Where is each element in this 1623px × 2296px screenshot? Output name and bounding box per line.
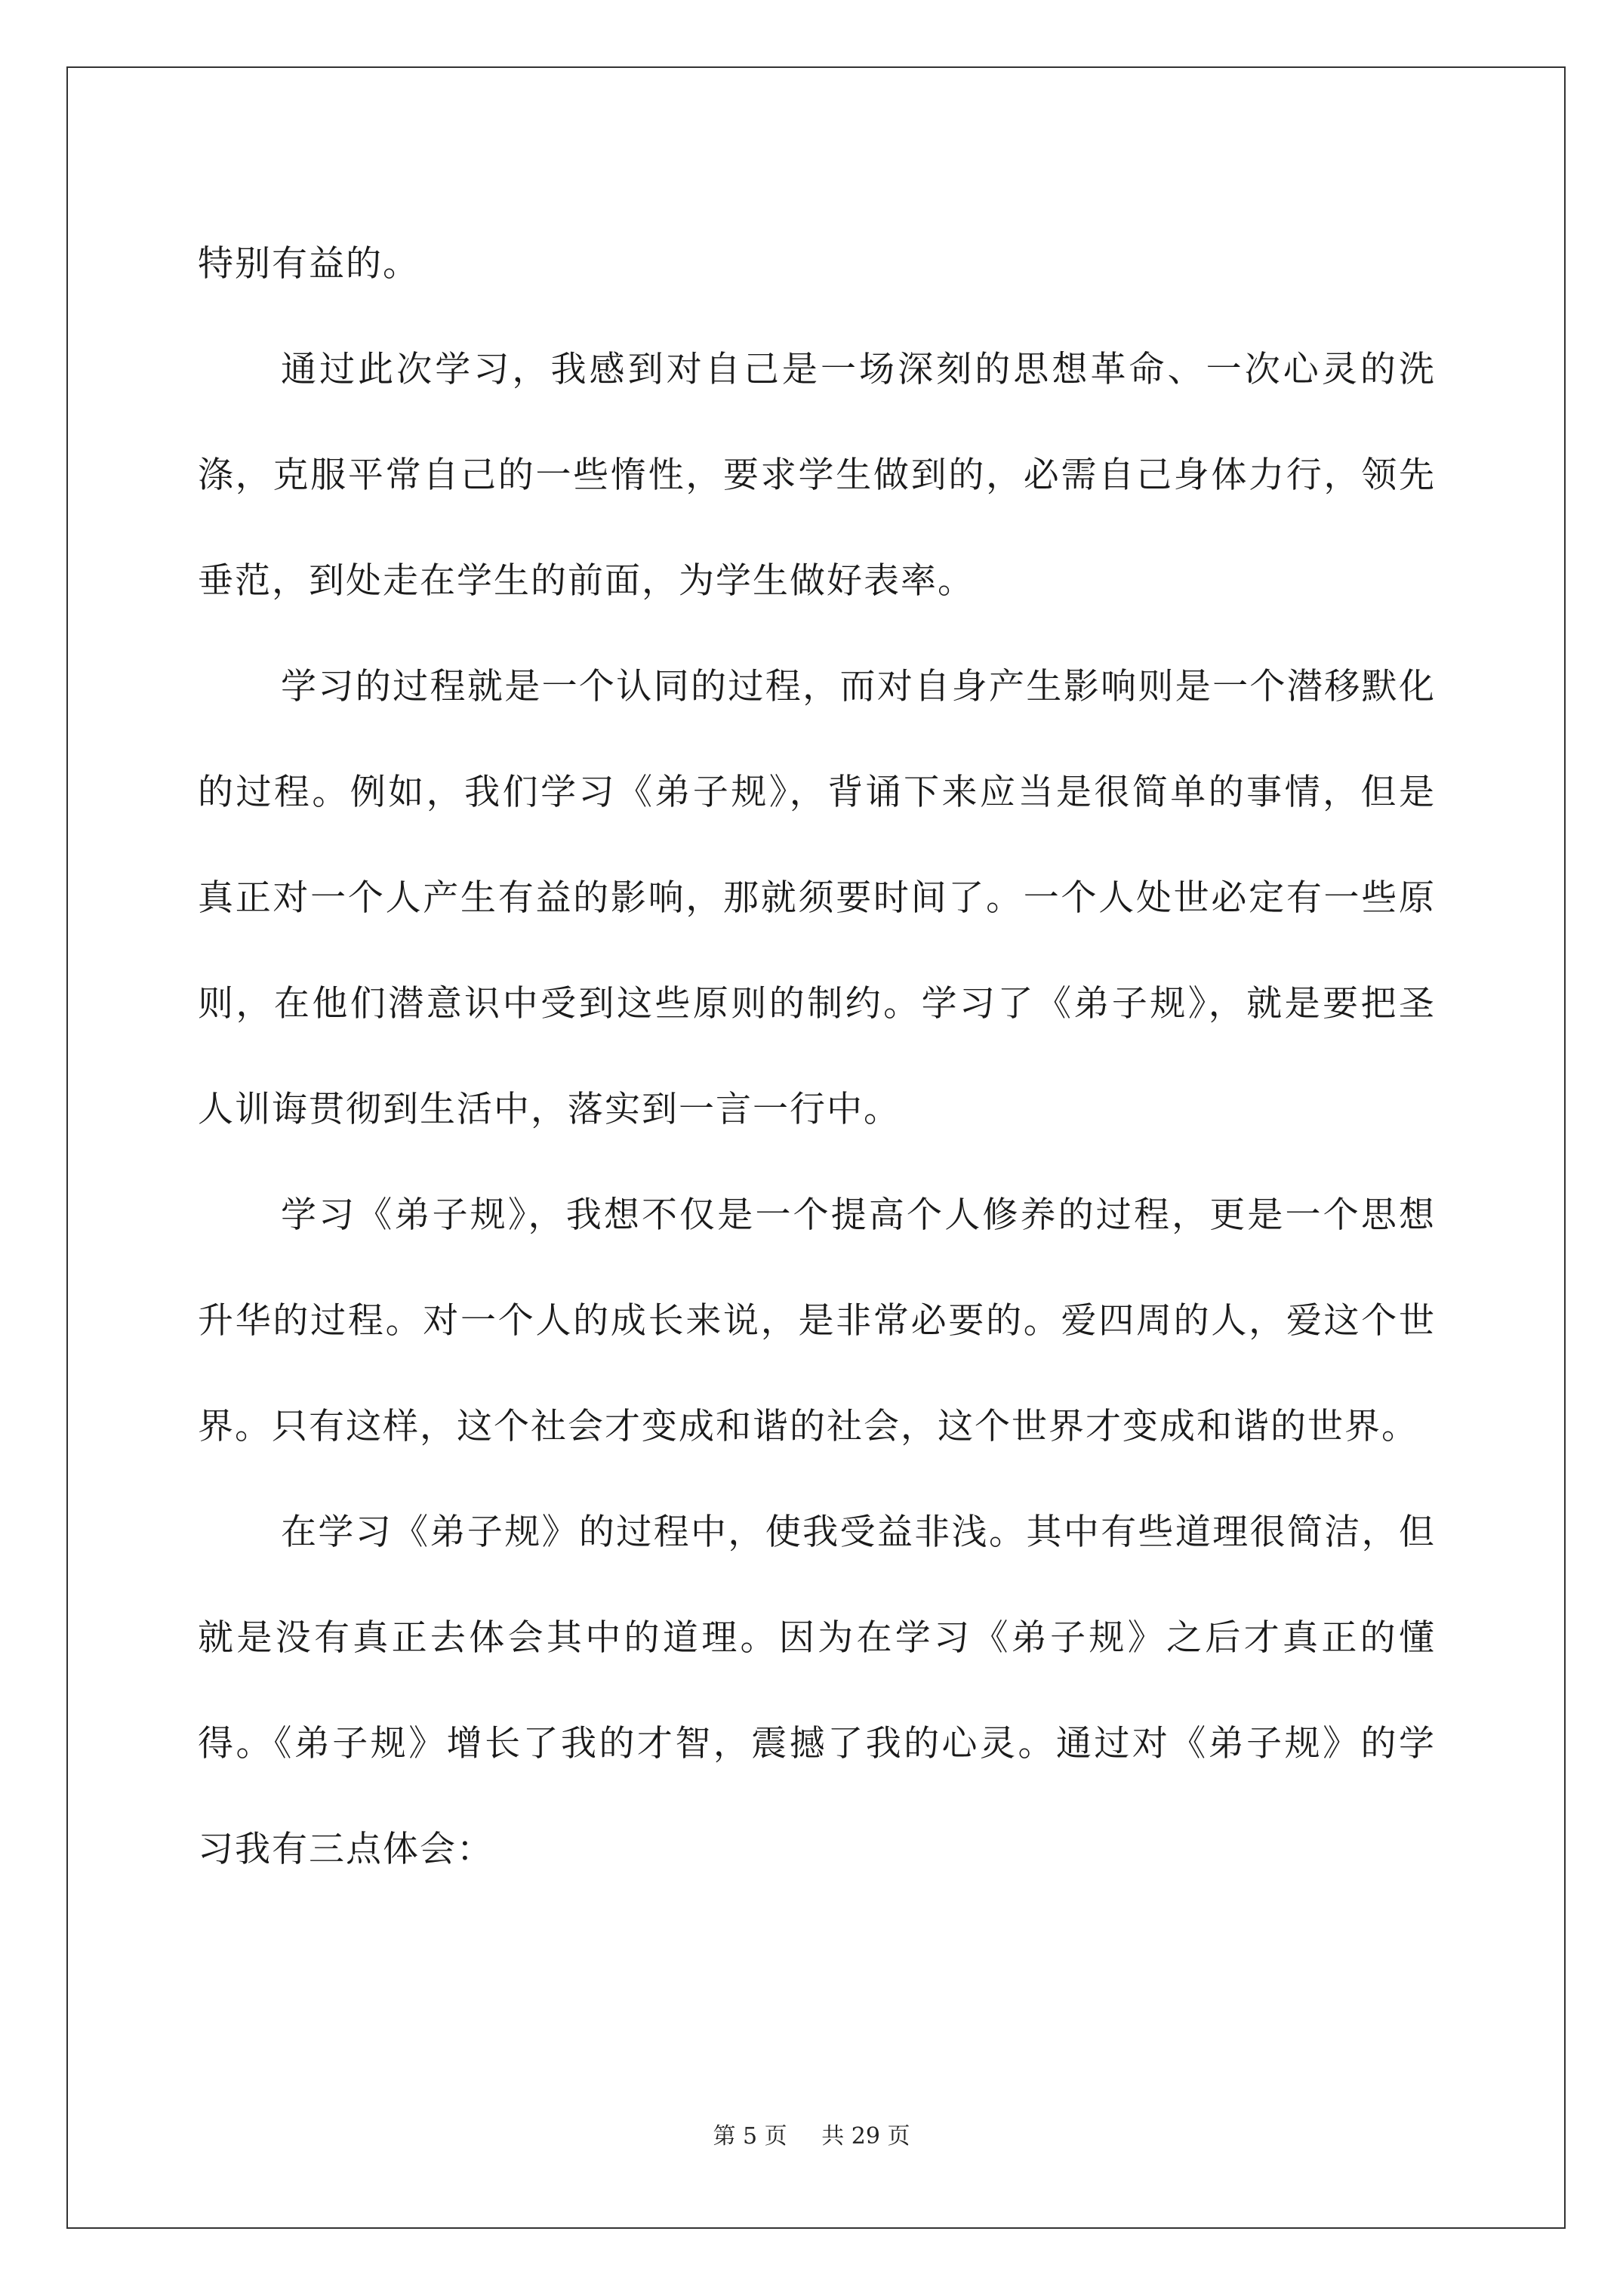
page-footer — [0, 2117, 1623, 2150]
paragraph: 通过此次学习，我感到对自己是一场深刻的思想革命、一次心灵的洗涤，克服平常自己的一些惰性，要求学生做到的，必需自己身体力行，领先垂范，到处走在学生的前面，为学生做好表率。 — [198, 349, 1436, 602]
paragraph: 特别有益的。 — [198, 243, 420, 285]
page-number: 第 5 页 — [713, 2123, 787, 2150]
paragraph: 学习的过程就是一个认同的过程，而对自身产生影响则是一个潜移默化的过程。例如，我们学习《弟子规》，背诵下来应当是很简单的事情，但是真正对一个人产生有益的影响，那就须要时间了。一个人处世必定有一些原则，在他们潜意识中受到这些原则的制约。学习了《弟子规》，就是要把圣人训诲贯彻到生活中，落实到一言一行中。 — [198, 666, 1436, 1130]
paragraph: 学习《弟子规》，我想不仅是一个提高个人修养的过程，更是一个思想升华的过程。对一个人的成长来说，是非常必要的。爱四周的人，爱这个世界。只有这样，这个社会才变成和谐的社会，这个世界才变成和谐的世界。 — [198, 1194, 1436, 1447]
page-total: 共 29 页 — [821, 2123, 910, 2150]
document-body — [198, 211, 1436, 1903]
paragraph: 在学习《弟子规》的过程中，使我受益非浅。其中有些道理很简洁，但就是没有真正去体会其中的道理。因为在学习《弟子规》之后才真正的懂得。《弟子规》增长了我的才智，震撼了我的心灵。通过对《弟子规》的学习我有三点体会： — [198, 1512, 1436, 1870]
